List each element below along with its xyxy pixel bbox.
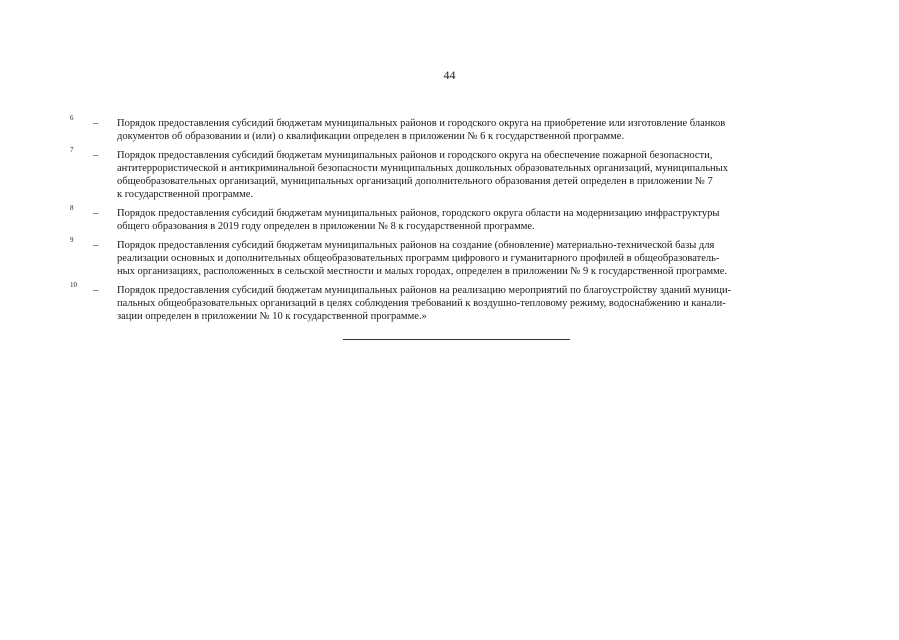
footnote-text-line: антитеррористической и антикриминальной безопасности муниципальных дошкольных образовательных организаций, муниципальных xyxy=(117,163,728,174)
footnote-text-line: Порядок предоставления субсидий бюджетам муниципальных районов на создание (обновление) материально-технической базы для xyxy=(117,240,715,251)
footnote-text-line: Порядок предоставления субсидий бюджетам муниципальных районов и городского округа на приобретение или изготовление бланков xyxy=(117,118,726,129)
footnote-text-line: к государственной программе. xyxy=(117,189,254,200)
footnote-item xyxy=(0,236,899,278)
footnote-item xyxy=(0,114,899,143)
footnote-text xyxy=(117,149,877,201)
footnote-item xyxy=(0,204,899,233)
footnote-text xyxy=(117,207,877,233)
footnote-item xyxy=(0,281,899,323)
footnote-item xyxy=(0,146,899,201)
footnote-text xyxy=(117,117,877,143)
footnote-text xyxy=(117,239,877,278)
footnote-text-line: документов об образовании и (или) о квалификации определен в приложении № 6 к государственной программе. xyxy=(117,131,625,142)
footnote-number: 8 xyxy=(70,204,74,212)
footnote-text-line: Порядок предоставления субсидий бюджетам муниципальных районов на реализацию мероприятий по благоустройству зданий муници- xyxy=(117,285,732,296)
footnote-dash: – xyxy=(93,285,99,296)
page-number: 44 xyxy=(443,68,456,82)
footnote-text-line: общеобразовательных организаций, муниципальных организаций дополнительного образования детей определен в приложении № 7 xyxy=(117,176,713,187)
footnote-text-line: ных организациях, расположенных в сельской местности и малых городах, определен в приложении № 9 к государственной программе. xyxy=(117,266,728,277)
footnote-text-line: Порядок предоставления субсидий бюджетам муниципальных районов, городского округа области на модернизацию инфраструктуры xyxy=(117,208,720,219)
end-of-section-rule xyxy=(343,339,570,340)
footnote-text-line: общего образования в 2019 году определен в приложении № 8 к государственной программе. xyxy=(117,221,535,232)
footnote-number: 7 xyxy=(70,146,74,154)
footnote-text-line: реализации основных и дополнительных общеобразовательных программ цифрового и гуманитарного профилей в общеобразователь- xyxy=(117,253,720,264)
footnote-dash: – xyxy=(93,118,99,129)
footnote-text-line: Порядок предоставления субсидий бюджетам муниципальных районов и городского округа на обеспечение пожарной безопасности, xyxy=(117,150,713,161)
footnote-dash: – xyxy=(93,150,99,161)
footnote-text-line: пальных общеобразовательных организаций в целях соблюдения требований к воздушно-тепловому режиму, водоснабжению и канали- xyxy=(117,298,726,309)
footnote-dash: – xyxy=(93,208,99,219)
footnote-number: 10 xyxy=(70,281,77,289)
footnote-number: 9 xyxy=(70,236,74,244)
footnote-text-line: зации определен в приложении № 10 к государственной программе.» xyxy=(117,311,427,322)
footnote-list xyxy=(0,114,899,329)
footnote-dash: – xyxy=(93,240,99,251)
footnote-text xyxy=(117,284,877,323)
footnote-number: 6 xyxy=(70,114,74,122)
